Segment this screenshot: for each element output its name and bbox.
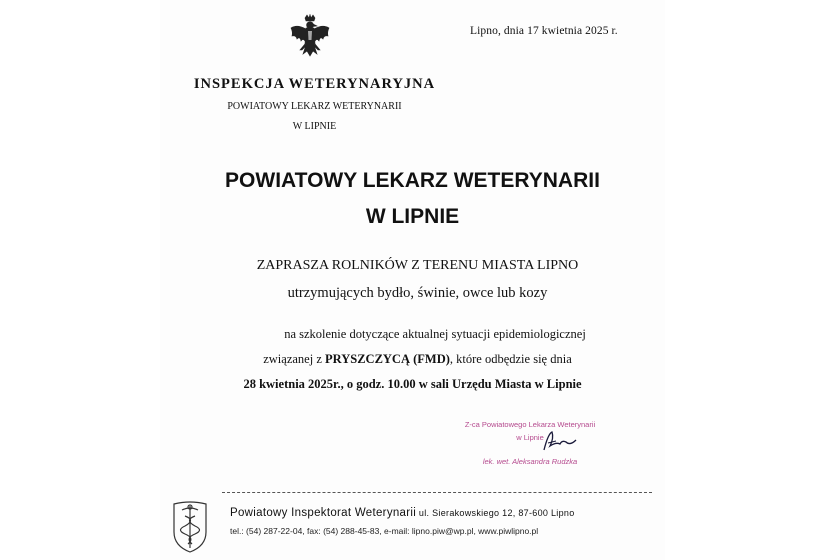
organization-address: ul. Sierakowskiego 12, 87-600 Lipno [416, 508, 575, 518]
page-title-location: W LIPNIE [365, 205, 460, 228]
disease-name: PRYSZCZYCĄ (FMD) [325, 352, 450, 366]
office-location: W LIPNIE [292, 121, 337, 132]
body-line-2-suffix: , które odbędzie się dnia [449, 352, 572, 366]
footer-divider [222, 492, 652, 493]
footer-organization [230, 507, 575, 519]
organization-name: Powiatowy Inspektorat Weterynarii [230, 507, 417, 519]
office-name: POWIATOWY LEKARZ WETERYNARII [227, 101, 402, 112]
invitation-line-2: utrzymujących bydło, świnie, owce lub kozy [287, 285, 548, 301]
signature-location: w Lipnie [516, 433, 544, 442]
invitation-line-1: ZAPRASZA ROLNIKÓW Z TERENU MIASTA LIPNO [256, 258, 579, 273]
page-title: POWIATOWY LEKARZ WETERYNARII [225, 169, 600, 192]
footer-contact: tel.: (54) 287-22-04, fax: (54) 288-45-83, e-mail: lipno.piw@wp.pl, www.piwlipno.pl [230, 526, 539, 536]
body-line-2 [160, 352, 665, 367]
body-line-2-prefix: związanej z [263, 352, 325, 366]
body-line-1: na szkolenie dotyczące aktualnej sytuacji epidemiologicznej [284, 327, 586, 341]
signature-title: Z-ca Powiatowego Lekarza Weterynarii [464, 420, 596, 429]
caduceus-logo-icon [168, 498, 212, 554]
eagle-emblem-icon [289, 14, 331, 70]
event-date-venue: 28 kwietnia 2025r., o godz. 10.00 w sali Urzędu Miasta w Lipnie [243, 377, 582, 391]
document-date: Lipno, dnia 17 kwietnia 2025 r. [470, 25, 618, 37]
signature-name: lek. wet. Aleksandra Rudzka [482, 457, 578, 466]
institution-name: INSPEKCJA WETERYNARYJNA [193, 76, 436, 92]
handwritten-signature-icon [540, 428, 580, 456]
